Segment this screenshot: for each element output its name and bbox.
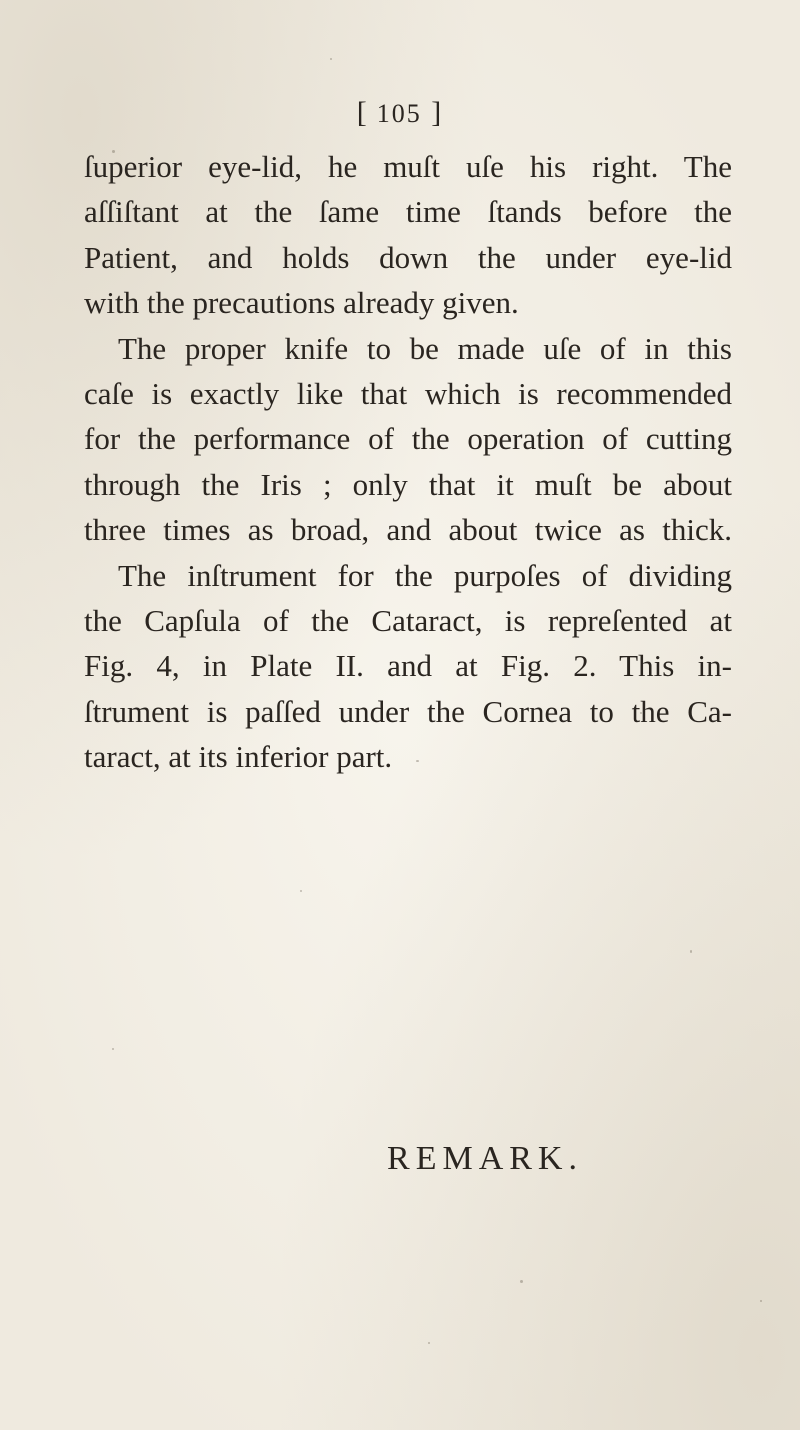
text-line: The inſtrument for the purpoſes of dividing	[118, 557, 732, 593]
right-bracket: ]	[431, 96, 444, 129]
text-line: Fig. 4, in Plate II. and at Fig. 2. This in-	[84, 648, 732, 684]
page-number: 105	[376, 99, 422, 128]
text-line: with the precautions already given.	[84, 285, 519, 321]
page-header	[0, 96, 800, 130]
text-line: aſſiſtant at the ſame time ſtands before the	[84, 194, 732, 230]
text-line: taract, at its inferior part.	[84, 739, 393, 775]
text-line: three times as broad, and about twice as thick.	[84, 512, 732, 548]
text-line: for the performance of the operation of cutting	[84, 421, 732, 457]
body-paragraphs	[84, 144, 732, 779]
text-line: through the Iris ; only that it muſt be about	[84, 466, 732, 502]
text-line: ſtrument is paſſed under the Cornea to the Ca-	[84, 693, 732, 729]
text-line: Patient, and holds down the under eye-lid	[84, 239, 732, 275]
text-line: The proper knife to be made uſe of in this	[118, 330, 732, 366]
text-line: ſuperior eye-lid, he muſt uſe his right. The	[84, 149, 732, 184]
text-line: caſe is exactly like that which is recommended	[84, 375, 732, 411]
text-line: the Capſula of the Cataract, is repreſented at	[84, 602, 732, 638]
catchword: REMARK.	[387, 1140, 583, 1177]
left-bracket: [	[356, 96, 369, 129]
